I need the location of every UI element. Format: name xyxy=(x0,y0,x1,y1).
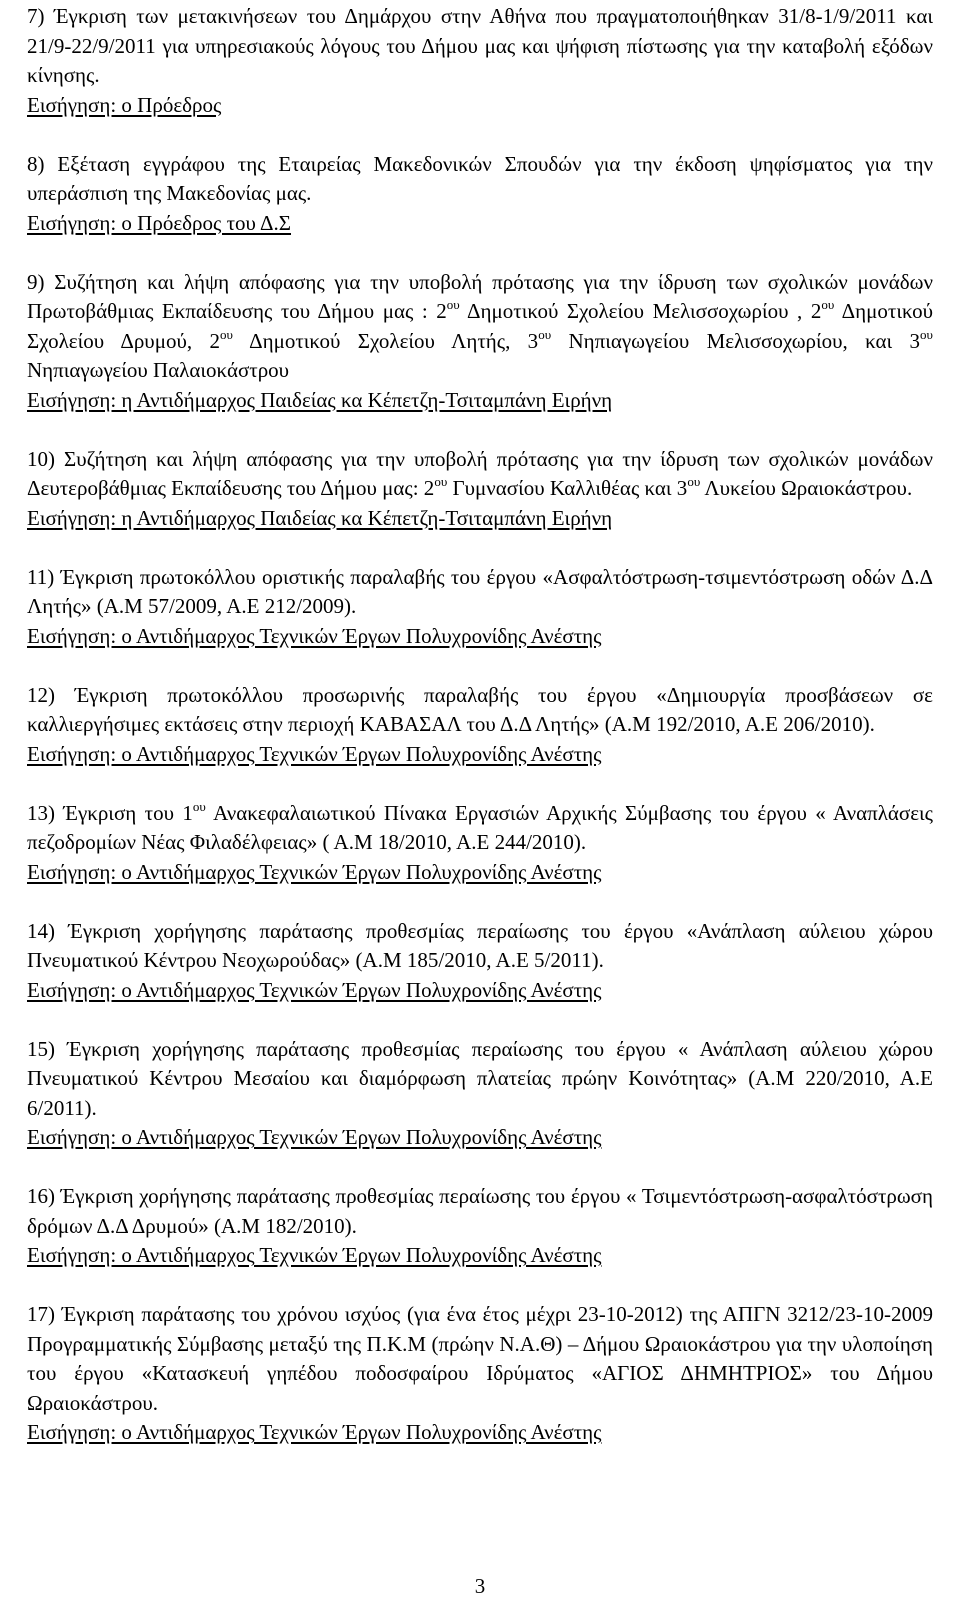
agenda-item-text: 8) Εξέταση εγγράφου της Εταιρείας Μακεδονικών Σπουδών για την έκδοση ψηφίσματος για την υπεράσπιση της Μακεδονίας μας. xyxy=(27,151,933,205)
rapporteur-line: Εισήγηση: ο Αντιδήμαρχος Τεχνικών Έργων Πολυχρονίδης Ανέστης xyxy=(27,1243,602,1267)
agenda-item-text: 7) Έγκριση των μετακινήσεων του Δημάρχου στην Αθήνα που πραγματοποιήθηκαν 31/8-1/9/2011 και 21/9-22/9/2011 για υπηρεσιακούς λόγους του Δήμου μας και ψήφιση πίστωσης για την καταβολή εξόδων κίνησης. xyxy=(27,4,933,87)
agenda-item-text: 10) Συζήτηση και λήψη απόφασης για την υποβολή πρότασης για την ίδρυση των σχολικών μονάδων Δευτεροβάθμιας Εκπαίδευσης του Δήμου μας: $2^{o\upsilon}$ Γυμνασίου Καλλιθέας και $3^{o\upsilon}$ Λυκείου Ωραιοκάστρου. xyxy=(27,446,933,500)
agenda-item-7 xyxy=(27,2,933,120)
agenda-item-text: 16) Έγκριση χορήγησης παράτασης προθεσμίας περαίωσης του έργου « Τσιμεντόστρωση-ασφαλτόστρωση δρόμων Δ.Δ Δρυμού» (Α.Μ 182/2010). xyxy=(27,1184,933,1238)
rapporteur-line: Εισήγηση: ο Αντιδήμαρχος Τεχνικών Έργων Πολυχρονίδης Ανέστης xyxy=(27,623,602,648)
rapporteur-line: Εισήγηση: ο Πρόεδρος του Δ.Σ xyxy=(27,210,291,235)
rapporteur-line: Εισήγηση: ο Αντιδήμαρχος Τεχνικών Έργων Πολυχρονίδης Ανέστης xyxy=(27,741,602,766)
agenda-item-11 xyxy=(27,563,933,652)
agenda-item-text: 17) Έγκριση παράτασης του χρόνου ισχύος (για ένα έτος μέχρι 23-10-2012) της ΑΠΓΝ 3212/23-10-2009 Προγραμματικής Σύμβασης μεταξύ της Π.Κ.Μ (πρώην Ν.Α.Θ) – Δήμου Ωραιοκάστρου για την υλοποίηση του έργου «Κατασκευή γηπέδου ποδοσφαίρου Ιδρύματος «ΑΓΙΟΣ ΔΗΜΗΤΡΙΟΣ» του Δήμου Ωραιοκάστρου. xyxy=(27,1302,933,1415)
rapporteur-line: Εισήγηση: ο Αντιδήμαρχος Τεχνικών Έργων Πολυχρονίδης Ανέστης xyxy=(27,1420,602,1444)
agenda-item-text: 12) Έγκριση πρωτοκόλλου προσωρινής παραλαβής του έργου «Δημιουργία προσβάσεων σε καλλιεργήσιμες εκτάσεις στην περιοχή ΚΑΒΑΣΑΛ του Δ.Δ Λητής» (Α.Μ 192/2010, Α.Ε 206/2010). xyxy=(27,682,933,736)
page-number: 3 xyxy=(474,1574,486,1598)
agenda-item-14 xyxy=(27,917,933,1006)
ordinal-suffix: ου xyxy=(687,474,701,489)
ordinal-suffix: ου xyxy=(538,326,552,342)
agenda-item-text: 11) Έγκριση πρωτοκόλλου οριστικής παραλαβής του έργου «Ασφαλτόστρωση-τσιμεντόστρωση οδών Δ.Δ Λητής» (Α.Μ 57/2009, Α.Ε 212/2009). xyxy=(27,564,933,618)
agenda-item-10 xyxy=(27,445,933,534)
ordinal-suffix: ου xyxy=(446,297,460,312)
agenda-item-17 xyxy=(27,1300,933,1448)
document-page xyxy=(27,2,933,1477)
rapporteur-line: Εισήγηση: ο Αντιδήμαρχος Τεχνικών Έργων Πολυχρονίδης Ανέστης xyxy=(27,1125,602,1149)
agenda-item-text: 9) Συζήτηση και λήψη απόφασης για την υποβολή πρότασης για την ίδρυση των σχολικών μονάδων Πρωτοβάθμιας Εκπαίδευσης του Δήμου μας : $2^{o\upsilon}$ Δημοτικού Σχολείου Μελισσοχωρίου , $2^{o\upsilon}$ Δημοτικού Σχολείου Δρυμού, $2^{o\upsilon}$ Δημοτικού Σχολείου Λητής, $3^{o\upsilon}$ Νηπιαγωγείου Μελισσοχωρίου, και $3^{o\upsilon}$ Νηπιαγωγείου Παλαιοκάστρου xyxy=(27,269,933,382)
ordinal-suffix: ου xyxy=(219,326,233,342)
rapporteur-line: Εισήγηση: η Αντιδήμαρχος Παιδείας κα Κέπετζη-Τσιταμπάνη Ειρήνη xyxy=(27,505,613,530)
rapporteur-line: Εισήγηση: η Αντιδήμαρχος Παιδείας κα Κέπετζη-Τσιταμπάνη Ειρήνη xyxy=(27,387,613,412)
ordinal-suffix: ου xyxy=(920,326,933,342)
agenda-item-text: 14) Έγκριση χορήγησης παράτασης προθεσμίας περαίωσης του έργου «Ανάπλαση αύλειου χώρου Πνευματικού Κέντρου Νεοχωρούδας» (Α.Μ 185/2010, Α.Ε 5/2011). xyxy=(27,918,933,972)
agenda-item-13 xyxy=(27,799,933,888)
agenda-item-text: 13) Έγκριση του $1^{o\upsilon}$ Ανακεφαλαιωτικού Πίνακα Εργασιών Αρχικής Σύμβασης του έργου « Αναπλάσεις πεζοδρομίων Νέας Φιλαδέλφειας» ( Α.Μ 18/2010, Α.Ε 244/2010). xyxy=(27,798,933,854)
agenda-item-12 xyxy=(27,681,933,770)
agenda-item-8 xyxy=(27,150,933,239)
rapporteur-line: Εισήγηση: ο Αντιδήμαρχος Τεχνικών Έργων Πολυχρονίδης Ανέστης xyxy=(27,859,602,884)
agenda-item-16 xyxy=(27,1182,933,1271)
rapporteur-line: Εισήγηση: ο Πρόεδρος xyxy=(27,92,222,117)
agenda-item-9 xyxy=(27,268,933,416)
ordinal-suffix: ου xyxy=(434,474,448,489)
agenda-item-15 xyxy=(27,1035,933,1153)
agenda-item-text: 15) Έγκριση χορήγησης παράτασης προθεσμίας περαίωσης του έργου « Ανάπλαση αύλειου χώρου Πνευματικού Κέντρου Μεσαίου και διαμόρφωση πλατείας πρώην Κοινότητας» (Α.Μ 220/2010, Α.Ε 6/2011). xyxy=(27,1036,933,1120)
ordinal-suffix: ου xyxy=(821,297,835,312)
ordinal-suffix: ου xyxy=(192,798,206,814)
rapporteur-line: Εισήγηση: ο Αντιδήμαρχος Τεχνικών Έργων Πολυχρονίδης Ανέστης xyxy=(27,977,602,1002)
